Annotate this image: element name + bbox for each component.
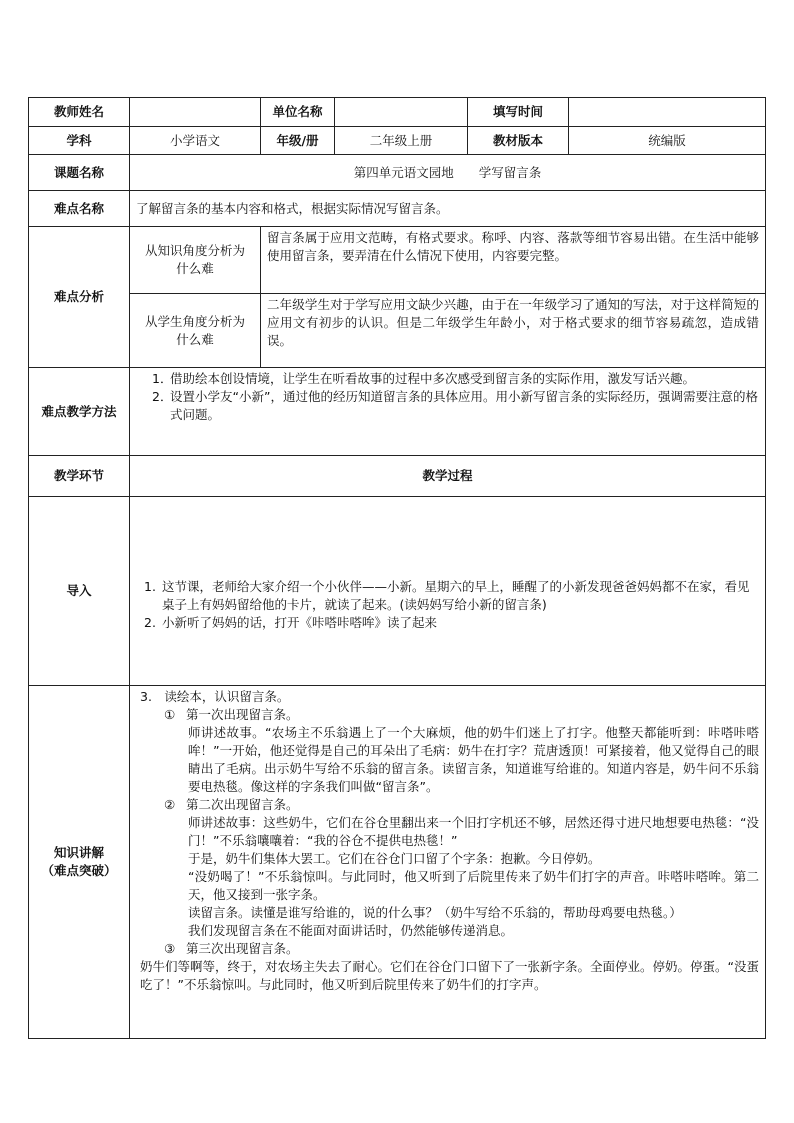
second-note-paragraph: 于是，奶牛们集体大罢工。它们在谷仓门口留了个字条：抱歉。今日停奶。	[188, 851, 601, 866]
steps-header-row	[29, 456, 766, 497]
grade-label: 年级/册	[261, 127, 335, 155]
difficulty-row	[29, 191, 766, 227]
knowledge-angle-label: 从知识角度分析为什么难	[130, 227, 261, 294]
subject-row	[29, 127, 766, 155]
student-angle-label: 从学生角度分析为什么难	[130, 294, 261, 368]
header-row	[29, 98, 766, 127]
first-note-body: 师讲述故事。“农场主不乐翁遇上了一个大麻烦，他的奶牛们迷上了打字。他整天都能听到：咔嗒咔嗒哞！”一开始，他还觉得是自己的耳朵出了毛病：奶牛在打字？荒唐透顶！可紧接着，他又觉得自己的眼睛出了毛病。出示奶牛写给不乐翁的留言条。读留言条，知道谁写给谁的。知道内容是，奶牛问不乐翁要电热毯。像这样的字条我们叫做“留言条”。	[188, 725, 759, 794]
steps-label: 教学环节	[29, 456, 130, 497]
student-angle-text: 二年级学生对于学写应用文缺少兴趣，由于在一年级学习了通知的写法，对于这样简短的应用文有初步的认识。但是二年级学生年龄小，对于格式要求的细节容易疏忽，造成错误。	[267, 297, 759, 348]
unit-name-label: 单位名称	[261, 98, 335, 127]
edition-label: 教材版本	[468, 127, 569, 155]
process-label: 教学过程	[130, 456, 766, 497]
second-note-paragraph: “没奶喝了！”不乐翁惊叫。与此同时，他又听到了后院里传来了奶牛们打字的声音。咔嗒咔嗒哞。第二天，他又接到一张字条。	[188, 869, 759, 902]
third-note-title: ③ 第三次出现留言条。	[164, 941, 299, 956]
intro-label: 导入	[29, 497, 130, 686]
method-row	[29, 368, 766, 456]
analysis-student-row	[29, 294, 766, 368]
method-label: 难点教学方法	[29, 368, 130, 456]
method-list	[144, 370, 759, 424]
intro-list	[136, 578, 759, 632]
analysis-knowledge-row	[29, 227, 766, 294]
fill-time-label: 填写时间	[468, 98, 569, 127]
fill-time-value	[569, 98, 766, 127]
analysis-label: 难点分析	[29, 227, 130, 368]
lesson-row	[29, 155, 766, 191]
lesson-label: 课题名称	[29, 155, 130, 191]
unit-name-value	[335, 98, 468, 127]
first-note-title: ① 第一次出现留言条。	[164, 707, 299, 722]
intro-item: 2. 小新听了妈妈的话，打开《咔嗒咔嗒哞》读了起来	[144, 615, 438, 630]
knowledge-heading: 3. 读绘本，认识留言条。	[140, 689, 290, 704]
knowledge-body	[136, 686, 759, 994]
difficulty-label: 难点名称	[29, 191, 130, 227]
subject-value: 小学语文	[130, 127, 261, 155]
knowledge-row	[29, 686, 766, 1039]
knowledge-angle-text: 留言条属于应用文范畴，有格式要求。称呼、内容、落款等细节容易出错。在生活中能够使用留言条，要弄清在什么情况下使用，内容要完整。	[267, 230, 759, 263]
second-note-paragraph: 读留言条。读懂是谁写给谁的，说的什么事？（奶牛写给不乐翁的，帮助母鸡要电热毯。）	[188, 905, 682, 920]
lesson-value: 第四单元语文园地 学写留言条	[130, 155, 766, 191]
method-item: 2． 设置小学友“小新”，通过他的经历知道留言条的具体应用。用小新写留言条的实际经历，强调需要注意的格式问题。	[152, 389, 758, 422]
difficulty-value: 了解留言条的基本内容和格式，根据实际情况写留言条。	[130, 191, 766, 227]
knowledge-label: 知识讲解 （难点突破）	[29, 686, 130, 1039]
second-note-paragraph: 师讲述故事：这些奶牛，它们在谷仓里翻出来一个旧打字机还不够，居然还得寸进尺地想要电热毯：“没门！”不乐翁嚷嚷着：“我的谷仓不提供电热毯！”	[188, 815, 759, 848]
lesson-plan-table	[28, 97, 766, 1039]
second-note-paragraph: 我们发现留言条在不能面对面讲话时，仍然能够传递消息。	[188, 923, 514, 938]
second-note-title: ② 第二次出现留言条。	[164, 797, 299, 812]
grade-value: 二年级上册	[335, 127, 468, 155]
method-item: 1． 借助绘本创设情境，让学生在听看故事的过程中多次感受到留言条的实际作用，激发写话兴趣。	[152, 371, 696, 386]
teacher-name-value	[130, 98, 261, 127]
subject-label: 学科	[29, 127, 130, 155]
intro-item: 1. 这节课，老师给大家介绍一个小伙伴——小新。星期六的早上，睡醒了的小新发现爸爸妈妈都不在家，看见桌子上有妈妈留给他的卡片，就读了起来。(读妈妈写给小新的留言条)	[144, 579, 750, 612]
intro-row	[29, 497, 766, 686]
edition-value: 统编版	[569, 127, 766, 155]
third-note-body: 奶牛们等啊等，终于，对农场主失去了耐心。它们在谷仓门口留下了一张新字条。全面停业。停奶。停蛋。“没蛋吃了！”不乐翁惊叫。与此同时，他又听到后院里传来了奶牛们的打字声。	[140, 959, 759, 992]
teacher-name-label: 教师姓名	[29, 98, 130, 127]
